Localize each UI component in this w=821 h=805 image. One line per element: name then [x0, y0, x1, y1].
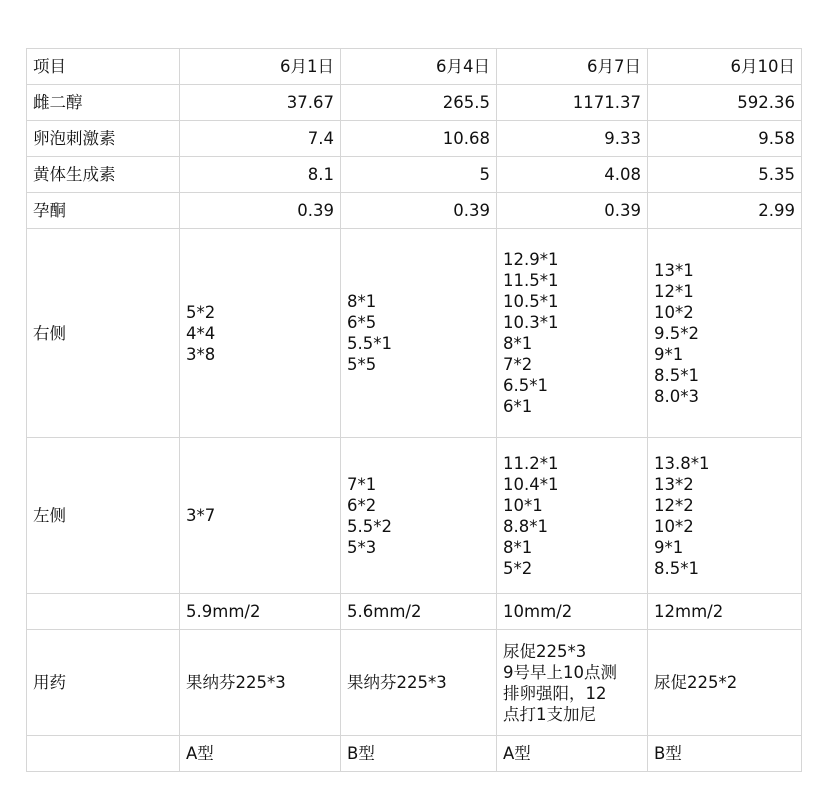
value-cell: 0.39 [180, 193, 341, 229]
value-cell: 37.67 [180, 85, 341, 121]
header-item-label: 项目 [27, 49, 180, 85]
header-row [27, 49, 802, 85]
date-cell-4: 6月10日 [648, 49, 802, 85]
follicle-cell: 11.2*1 10.4*1 10*1 8.8*1 8*1 5*2 [497, 438, 648, 594]
value-cell: 1171.37 [497, 85, 648, 121]
value-cell: 5.9mm/2 [180, 594, 341, 630]
row-label [27, 736, 180, 772]
follicle-cell: 13*1 12*1 10*2 9.5*2 9*1 8.5*1 8.0*3 [648, 229, 802, 438]
ovulation-monitoring-table [26, 48, 802, 772]
value-cell: 2.99 [648, 193, 802, 229]
progesterone-row [27, 193, 802, 229]
follicle-cell: 13.8*1 13*2 12*2 10*2 9*1 8.5*1 [648, 438, 802, 594]
date-cell-1: 6月1日 [180, 49, 341, 85]
value-cell: 265.5 [341, 85, 497, 121]
medication-cell: 尿促225*3 9号早上10点测 排卵强阳，12 点打1支加尼 [497, 630, 648, 736]
estradiol-row [27, 85, 802, 121]
value-cell: 9.33 [497, 121, 648, 157]
row-label [27, 594, 180, 630]
left-follicles-row [27, 438, 802, 594]
value-cell: 5.35 [648, 157, 802, 193]
value-cell: 9.58 [648, 121, 802, 157]
type-row [27, 736, 802, 772]
medication-row [27, 630, 802, 736]
medication-cell: 果纳芬225*3 [341, 630, 497, 736]
row-label: 右侧 [27, 229, 180, 438]
value-cell: 10.68 [341, 121, 497, 157]
row-label: 用药 [27, 630, 180, 736]
value-cell: 5 [341, 157, 497, 193]
row-label: 左侧 [27, 438, 180, 594]
value-cell: 0.39 [341, 193, 497, 229]
lh-row [27, 157, 802, 193]
value-cell: 7.4 [180, 121, 341, 157]
medication-cell: 尿促225*2 [648, 630, 802, 736]
row-label: 卵泡刺激素 [27, 121, 180, 157]
type-cell: B型 [341, 736, 497, 772]
value-cell: 4.08 [497, 157, 648, 193]
row-label: 雌二醇 [27, 85, 180, 121]
follicle-cell: 8*1 6*5 5.5*1 5*5 [341, 229, 497, 438]
row-label: 黄体生成素 [27, 157, 180, 193]
date-cell-3: 6月7日 [497, 49, 648, 85]
value-cell: 0.39 [497, 193, 648, 229]
follicle-cell: 3*7 [180, 438, 341, 594]
follicle-cell: 5*2 4*4 3*8 [180, 229, 341, 438]
follicle-cell: 12.9*1 11.5*1 10.5*1 10.3*1 8*1 7*2 6.5*1 6*1 [497, 229, 648, 438]
medication-cell: 果纳芬225*3 [180, 630, 341, 736]
date-cell-2: 6月4日 [341, 49, 497, 85]
follicle-cell: 7*1 6*2 5.5*2 5*3 [341, 438, 497, 594]
value-cell: 10mm/2 [497, 594, 648, 630]
value-cell: 12mm/2 [648, 594, 802, 630]
endometrium-row [27, 594, 802, 630]
type-cell: A型 [180, 736, 341, 772]
value-cell: 5.6mm/2 [341, 594, 497, 630]
fsh-row [27, 121, 802, 157]
type-cell: B型 [648, 736, 802, 772]
row-label: 孕酮 [27, 193, 180, 229]
value-cell: 592.36 [648, 85, 802, 121]
type-cell: A型 [497, 736, 648, 772]
right-follicles-row [27, 229, 802, 438]
value-cell: 8.1 [180, 157, 341, 193]
